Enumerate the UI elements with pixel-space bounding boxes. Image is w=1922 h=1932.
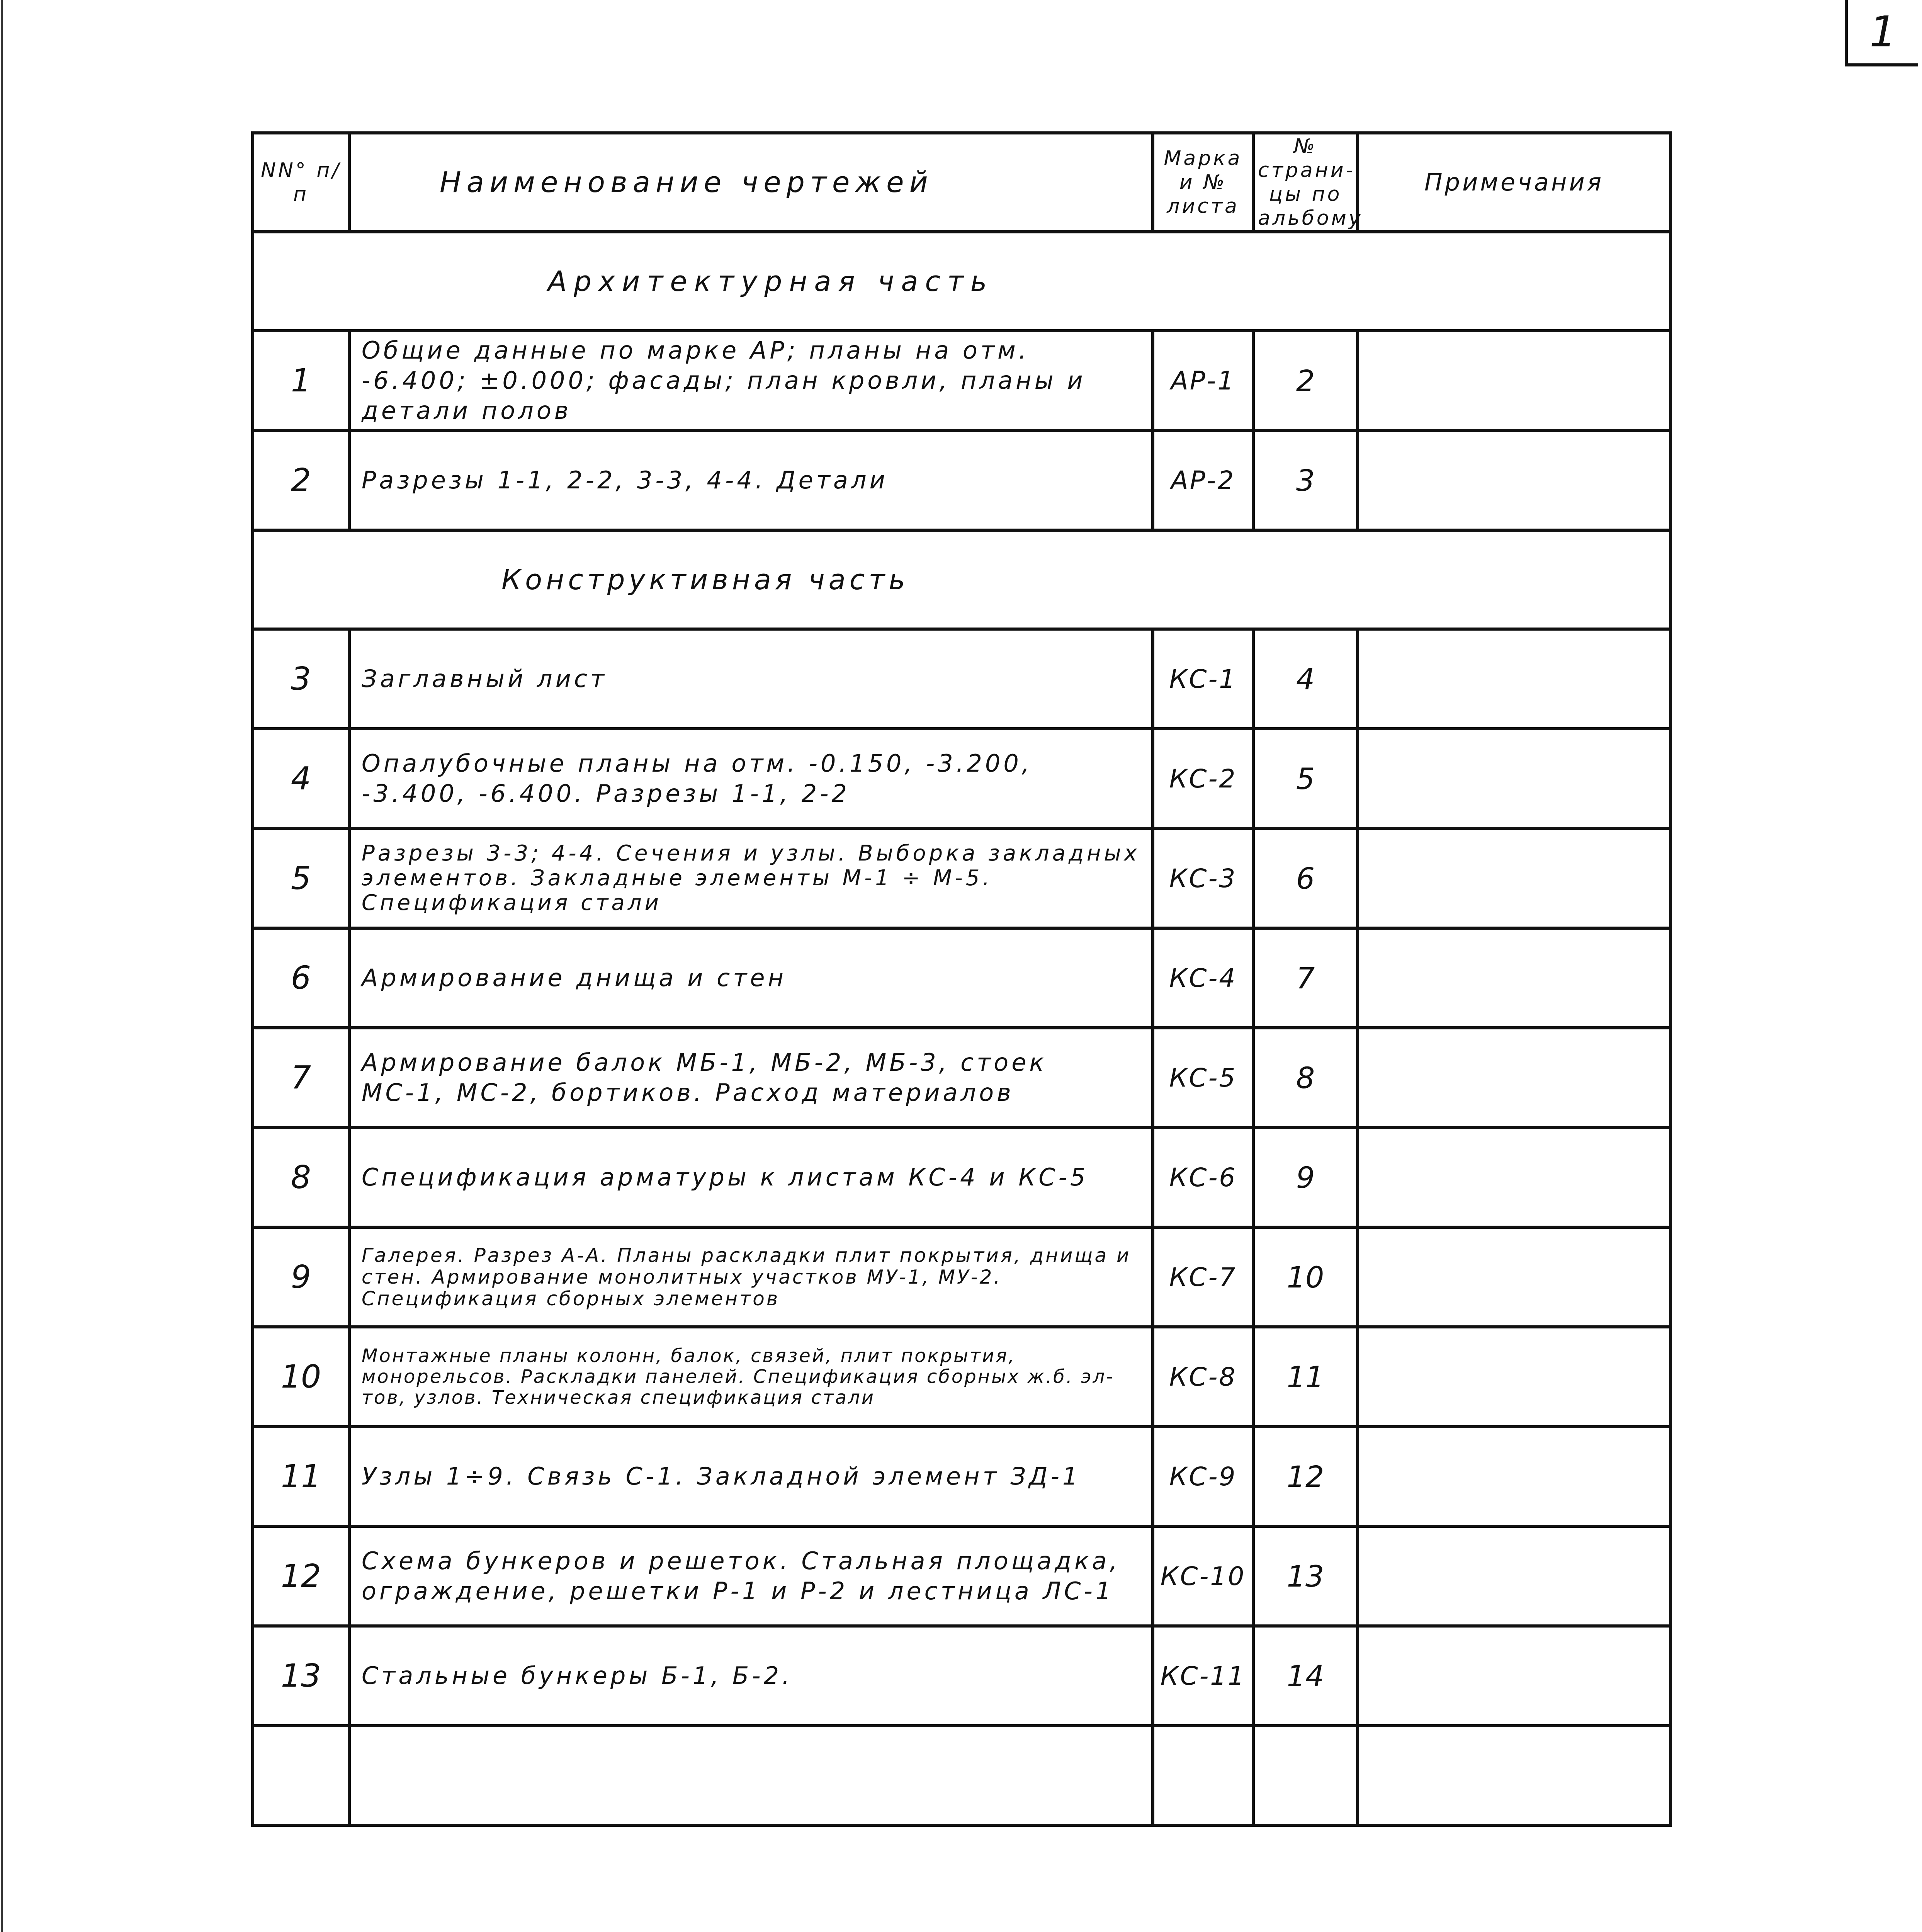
row-name [349,1726,1153,1825]
row-name: Разрезы 3-3; 4-4. Сечения и узлы. Выборка закладных элементов. Закладные элементы М-1 ÷ М-5. Спецификация стали [349,828,1153,928]
row-name: Галерея. Разрез А-А. Планы раскладки плит покрытия, днища и стен. Армирование монолитных участков МУ-1, МУ-2. Спецификация сборных элементов [349,1227,1153,1327]
table-row [253,1427,1670,1526]
row-page: 9 [1253,1128,1358,1227]
row-num: 7 [253,1028,349,1128]
left-margin-line [1,0,3,1932]
section-row [253,530,1670,629]
row-num: 11 [253,1427,349,1526]
row-note [1358,1626,1670,1726]
row-name: Разрезы 1-1, 2-2, 3-3, 4-4. Детали [349,430,1153,530]
row-mark [1153,1726,1253,1825]
row-page: 4 [1253,629,1358,729]
row-page: 14 [1253,1626,1358,1726]
row-note [1358,1028,1670,1128]
table-header-row [253,133,1670,232]
row-note [1358,331,1670,430]
table-row [253,1526,1670,1626]
row-page: 5 [1253,729,1358,828]
row-note [1358,729,1670,828]
table-row [253,1327,1670,1427]
row-page: 11 [1253,1327,1358,1427]
section-title-architecture: Архитектурная часть [253,232,1670,331]
row-num: 4 [253,729,349,828]
table-row [253,1128,1670,1227]
row-name: Монтажные планы колонн, балок, связей, плит покрытия, монорельсов. Раскладки панелей. Спецификация сборных ж.б. эл-тов, узлов. Техническая спецификация стали [349,1327,1153,1427]
row-page: 13 [1253,1526,1358,1626]
row-mark: КС-8 [1153,1327,1253,1427]
row-num [253,1726,349,1825]
row-mark: КС-5 [1153,1028,1253,1128]
table-row [253,1028,1670,1128]
row-name: Армирование днища и стен [349,928,1153,1028]
row-name: Общие данные по марке АР; планы на отм. -6.400; ±0.000; фасады; план кровли, планы и детали полов [349,331,1153,430]
row-mark: КС-9 [1153,1427,1253,1526]
header-mark: Марка и № листа [1153,133,1253,232]
row-note [1358,629,1670,729]
table-row [253,1227,1670,1327]
row-page: 2 [1253,331,1358,430]
row-num: 13 [253,1626,349,1726]
row-note [1358,1526,1670,1626]
header-name: Наименование чертежей [349,133,1153,232]
row-mark: КС-4 [1153,928,1253,1028]
row-num: 3 [253,629,349,729]
row-num: 8 [253,1128,349,1227]
table-row [253,331,1670,430]
row-page [1253,1726,1358,1825]
row-mark: КС-7 [1153,1227,1253,1327]
row-num: 9 [253,1227,349,1327]
row-page: 10 [1253,1227,1358,1327]
row-note [1358,1327,1670,1427]
row-mark: КС-2 [1153,729,1253,828]
page-number: 1 [1869,7,1897,56]
row-num: 10 [253,1327,349,1427]
row-mark: КС-10 [1153,1526,1253,1626]
row-name: Заглавный лист [349,629,1153,729]
row-page: 7 [1253,928,1358,1028]
header-note: Примечания [1358,133,1670,232]
row-note [1358,928,1670,1028]
row-name: Схема бункеров и решеток. Стальная площадка, ограждение, решетки Р-1 и Р-2 и лестница ЛС-1 [349,1526,1153,1626]
header-num: NN° п/п [253,133,349,232]
table-row-empty [253,1726,1670,1825]
row-note [1358,828,1670,928]
row-num: 2 [253,430,349,530]
row-mark: КС-6 [1153,1128,1253,1227]
row-note [1358,1726,1670,1825]
row-name: Спецификация арматуры к листам КС-4 и КС-5 [349,1128,1153,1227]
row-name: Узлы 1÷9. Связь С-1. Закладной элемент ЗД-1 [349,1427,1153,1526]
row-mark: КС-11 [1153,1626,1253,1726]
table-row [253,629,1670,729]
row-mark: АР-2 [1153,430,1253,530]
row-num: 6 [253,928,349,1028]
row-mark: КС-1 [1153,629,1253,729]
page-number-box [1845,0,1918,66]
row-note [1358,430,1670,530]
row-page: 3 [1253,430,1358,530]
table-row [253,430,1670,530]
table-row [253,729,1670,828]
row-num: 12 [253,1526,349,1626]
row-page: 12 [1253,1427,1358,1526]
row-page: 8 [1253,1028,1358,1128]
section-row [253,232,1670,331]
table-row [253,928,1670,1028]
row-num: 1 [253,331,349,430]
row-mark: АР-1 [1153,331,1253,430]
row-name: Опалубочные планы на отм. -0.150, -3.200, -3.400, -6.400. Разрезы 1-1, 2-2 [349,729,1153,828]
row-name: Армирование балок МБ-1, МБ-2, МБ-3, стоек МС-1, МС-2, бортиков. Расход материалов [349,1028,1153,1128]
table-row [253,1626,1670,1726]
section-title-structural: Конструктивная часть [253,530,1670,629]
row-num: 5 [253,828,349,928]
header-page: № страни-цы по альбому [1253,133,1358,232]
row-page: 6 [1253,828,1358,928]
table-row [253,828,1670,928]
row-name: Стальные бункеры Б-1, Б-2. [349,1626,1153,1726]
row-note [1358,1128,1670,1227]
row-note [1358,1227,1670,1327]
row-mark: КС-3 [1153,828,1253,928]
row-note [1358,1427,1670,1526]
contents-table [251,131,1672,1827]
